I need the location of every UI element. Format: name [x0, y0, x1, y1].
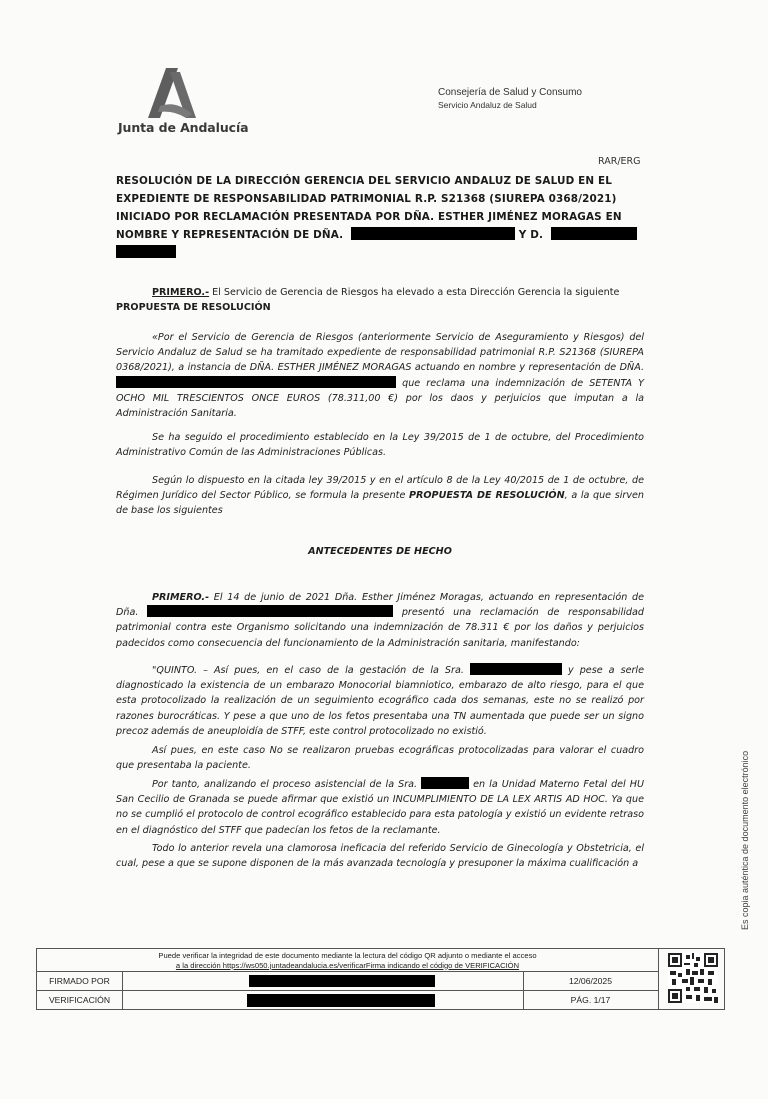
title-line-2: EXPEDIENTE DE RESPONSABILIDAD PATRIMONIAL R.P. S21368 (SIUREPA 0368/2021): [116, 193, 617, 205]
department-header: [438, 86, 582, 112]
title-line-4b: Y D.: [518, 229, 544, 241]
p7a: Por tanto, analizando el proceso asistencial de la Sra.: [152, 779, 418, 790]
paragraph-propuesta: [116, 330, 644, 421]
reference-code: RAR/ERG: [598, 156, 641, 167]
paragraph-primero: [116, 285, 644, 315]
consejeria-name: Consejería de Salud y Consumo: [438, 87, 582, 98]
junta-de-andalucia-logo: [118, 68, 249, 140]
antecedentes-heading: ANTECEDENTES DE HECHO: [308, 546, 452, 557]
redacted-name: [351, 227, 515, 240]
firmado-row: [37, 971, 658, 990]
primero-label: PRIMERO.-: [152, 287, 210, 298]
verification-footer: [36, 948, 725, 1010]
paragraph-procedimiento: [116, 430, 644, 460]
logo-text: Junta de Andalucía: [118, 120, 249, 135]
primero-text: El Servicio de Gerencia de Riesgos ha elevado a esta Dirección Gerencia la siguiente: [209, 287, 620, 298]
verification-notice: [37, 951, 658, 970]
paragraph-asi-pues: [116, 743, 644, 773]
redacted-name: [470, 663, 562, 675]
authentic-copy-note: Es copia auténtica de documento electrónico: [740, 750, 750, 930]
p2: Se ha seguido el procedimiento establecido en la Ley 39/2015 de 1 de octubre, del Procedimiento Administrativo Común de las Administraciones Públicas.: [116, 432, 644, 459]
redacted-signer: [249, 975, 435, 987]
p3b: PROPUESTA DE RESOLUCIÓN: [408, 490, 565, 502]
p5a: "QUINTO. – Así pues, en el caso de la gestación de la Sra.: [152, 665, 464, 676]
signature-date: 12/06/2025: [568, 976, 612, 986]
title-line-3: INICIADO POR RECLAMACIÓN PRESENTADA POR DÑA. ESTHER JIMÉNEZ MORAGAS EN: [116, 211, 622, 223]
redacted-name: [147, 605, 393, 617]
paragraph-antecedente-primero: [116, 590, 644, 651]
verificacion-row: [37, 990, 658, 1009]
paragraph-segun: [116, 473, 644, 519]
p4b: presentó una reclamación de responsabilidad patrimonial contra este Organismo solicitando una indemnización de 78.311 € por los daños y perjuicios padecidos como consecuencia del funcionamiento de la Administración sanitaria, manifestando:: [116, 607, 644, 649]
title-line-4: [116, 226, 644, 244]
divider: [658, 949, 659, 1009]
divider: [122, 991, 123, 1009]
p5b: y pese a serle diagnosticado la existencia de un embarazo Monocorial biamniotico, embarazo de alto riesgo, para el que esta protocolizado la realización de un seguimiento ecográfico cada dos semanas, este no se realizó por razones burocráticas. Y pese a que uno de los fetos presentaba una TN aumentada que puede ser un signo precoz además de aneuploidía de STFF, este control protocolizado no existió.: [116, 665, 644, 737]
paragraph-quinto: [116, 663, 644, 739]
redacted-verification-code: [247, 994, 435, 1007]
redacted-name: [551, 227, 637, 240]
paragraph-todo-lo-anterior: [116, 841, 644, 871]
verify-line-2: a la dirección https://ws050.juntadeandalucia.es/verificarFirma indicando el código de VERIFICACIÓN: [175, 960, 520, 970]
p4a: El 14 de junio de 2021 Dña. Esther Jiménez Moragas, actuando en representación de Dña.: [116, 592, 644, 619]
document-title: [116, 172, 644, 262]
p3a: Según lo dispuesto en la citada ley 39/2015 y en el artículo 8 de la Ley 40/2015 de 1 de octubre, de Régimen Jurídico del Sector Público, se formula la presente: [116, 475, 644, 502]
p1a: «Por el Servicio de Gerencia de Riesgos (anteriormente Servicio de Aseguramiento y Riesgos) del Servicio Andaluz de Salud se ha tramitado expediente de responsabilidad patrimonial R.P. S21368 (SIUREPA 0368/2021), a instancia de DÑA. ESTHER JIMÉNEZ MORAGAS actuando en nombre y representación de DÑA.: [116, 332, 644, 374]
andalucia-a-icon: [146, 68, 202, 118]
p1b: que reclama una indemnización de SETENTA Y OCHO MIL TRESCIENTOS ONCE EUROS (78.311,00 €) por los daos y perjuicios que imputan a la Administración Sanitaria.: [116, 377, 644, 420]
p7b: en la Unidad Materno Fetal del HU San Cecilio de Granada se puede afirmar que existió un INCUMPLIMIENTO DE LA LEX ARTIS AD HOC. Ya que no se cumplió el protocolo de control ecográfico establecido para esta patología y existió un evidente retraso en el diagnóstico del STFF que padecían los fetos de la reclamante.: [116, 779, 644, 836]
redacted-name: [116, 245, 176, 258]
page-number: PÁG. 1/17: [570, 995, 611, 1005]
verificacion-label: VERIFICACIÓN: [48, 995, 111, 1005]
title-line-1: RESOLUCIÓN DE LA DIRECCIÓN GERENCIA DEL SERVICIO ANDALUZ DE SALUD EN EL: [116, 175, 612, 187]
verify-line-1: Puede verificar la integridad de este documento mediante la lectura del código QR adjunto o mediante el acceso: [158, 951, 537, 960]
p6: Así pues, en este caso No se realizaron pruebas ecográficas protocolizadas para valorar el cuadro que presentaba la paciente.: [116, 745, 644, 772]
p3c: , a la que sirven de base los siguientes: [116, 490, 644, 517]
paragraph-por-tanto: [116, 777, 644, 838]
propuesta-heading: PROPUESTA DE RESOLUCIÓN: [116, 302, 271, 314]
p4-label: PRIMERO.-: [152, 592, 210, 603]
title-line-5: [116, 244, 644, 262]
divider: [122, 972, 123, 990]
redacted-name: [421, 777, 469, 789]
firmado-label: FIRMADO POR: [49, 976, 110, 986]
title-line-4a: NOMBRE Y REPRESENTACIÓN DE DÑA.: [116, 229, 344, 241]
redacted-name: [116, 376, 396, 388]
qr-code-icon[interactable]: [668, 953, 718, 1003]
servicio-name: Servicio Andaluz de Salud: [438, 100, 537, 110]
p8: Todo lo anterior revela una clamorosa ineficacia del referido Servicio de Ginecología y Obstetricia, el cual, pese a que se supone disponen de la más avanzada tecnología y presuponer la máxima cualificación a: [116, 843, 644, 870]
